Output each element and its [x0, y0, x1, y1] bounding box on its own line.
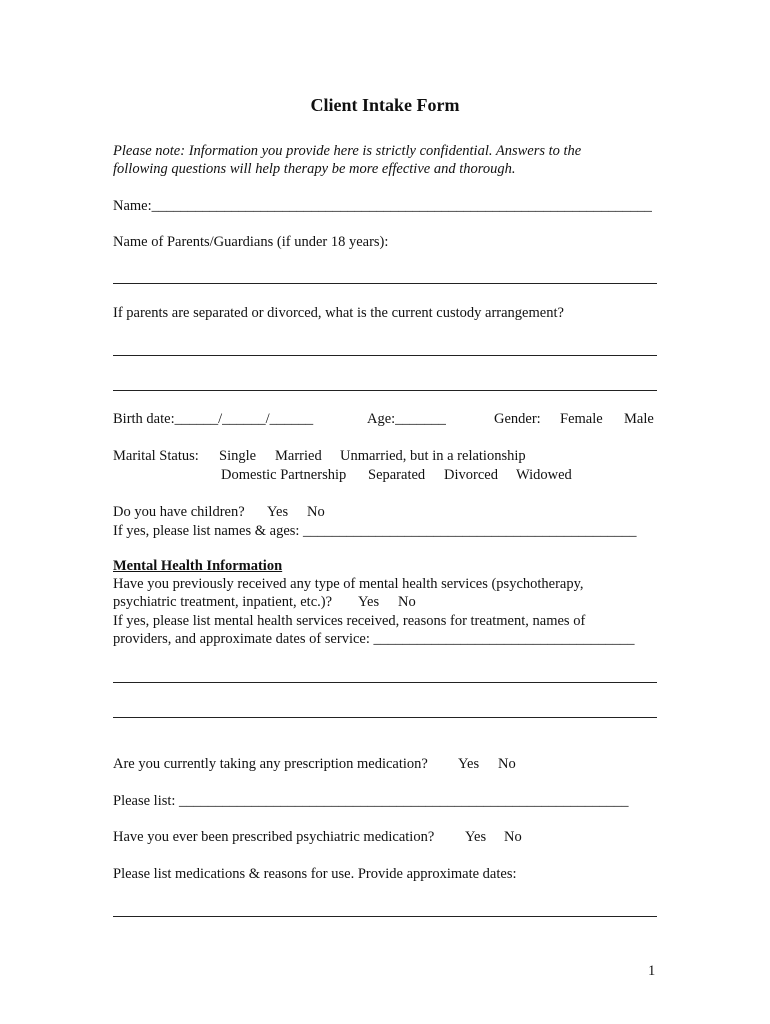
- mental-health-option-no[interactable]: No: [398, 594, 416, 610]
- medications-list-label: Please list medications & reasons for use. Provide approximate dates:: [113, 866, 517, 882]
- mental-health-answer-line-1[interactable]: [113, 682, 657, 683]
- psychiatric-medication-question: Have you ever been prescribed psychiatric medication?: [113, 829, 435, 845]
- prescription-question: Are you currently taking any prescription medication?: [113, 756, 428, 772]
- page-number: 1: [648, 963, 656, 979]
- children-list-field[interactable]: If yes, please list names & ages: ______________________________________________: [113, 523, 637, 539]
- mental-health-answer-line-2[interactable]: [113, 717, 657, 718]
- children-question: Do you have children?: [113, 504, 245, 520]
- parents-guardians-label: Name of Parents/Guardians (if under 18 years):: [113, 234, 389, 250]
- parents-guardians-answer-line[interactable]: [113, 283, 657, 284]
- name-field[interactable]: Name:_____________________________________________________________________: [113, 198, 652, 214]
- marital-option-single[interactable]: Single: [219, 448, 257, 464]
- prescription-list-field[interactable]: Please list: ______________________________________________________________: [113, 793, 629, 809]
- prescription-option-yes[interactable]: Yes: [458, 756, 480, 772]
- mental-health-question-line-2: psychiatric treatment, inpatient, etc.)?: [113, 594, 333, 610]
- custody-answer-line-2[interactable]: [113, 390, 657, 391]
- psychiatric-option-yes[interactable]: Yes: [465, 829, 487, 845]
- mental-health-question-line-1: Have you previously received any type of mental health services (psychotherapy,: [113, 576, 584, 592]
- marital-option-widowed[interactable]: Widowed: [516, 467, 572, 483]
- mental-health-heading: Mental Health Information: [113, 558, 283, 574]
- gender-label: Gender:: [494, 411, 541, 427]
- custody-answer-line-1[interactable]: [113, 355, 657, 356]
- confidentiality-note-line-1: Please note: Information you provide here is strictly confidential. Answers to the: [113, 143, 582, 159]
- marital-option-married[interactable]: Married: [275, 448, 322, 464]
- mental-health-detail-field[interactable]: providers, and approximate dates of service: ____________________________________: [113, 631, 635, 647]
- prescription-option-no[interactable]: No: [498, 756, 516, 772]
- gender-option-female[interactable]: Female: [560, 411, 603, 427]
- children-option-yes[interactable]: Yes: [267, 504, 289, 520]
- form-title: Client Intake Form: [310, 95, 460, 115]
- mental-health-option-yes[interactable]: Yes: [358, 594, 380, 610]
- age-field[interactable]: Age:_______: [367, 411, 446, 427]
- psychiatric-option-no[interactable]: No: [504, 829, 522, 845]
- gender-option-male[interactable]: Male: [624, 411, 654, 427]
- medications-answer-line[interactable]: [113, 916, 657, 917]
- children-option-no[interactable]: No: [307, 504, 325, 520]
- birth-date-field[interactable]: Birth date:______/______/______: [113, 411, 314, 427]
- mental-health-detail-line-1: If yes, please list mental health services received, reasons for treatment, names of: [113, 613, 586, 629]
- marital-option-separated[interactable]: Separated: [368, 467, 426, 483]
- marital-status-label: Marital Status:: [113, 448, 199, 464]
- marital-option-unmarried[interactable]: Unmarried, but in a relationship: [340, 448, 526, 464]
- marital-option-domestic[interactable]: Domestic Partnership: [221, 467, 347, 483]
- custody-question: If parents are separated or divorced, what is the current custody arrangement?: [113, 305, 564, 321]
- confidentiality-note-line-2: following questions will help therapy be more effective and thorough.: [113, 161, 516, 177]
- marital-option-divorced[interactable]: Divorced: [444, 467, 498, 483]
